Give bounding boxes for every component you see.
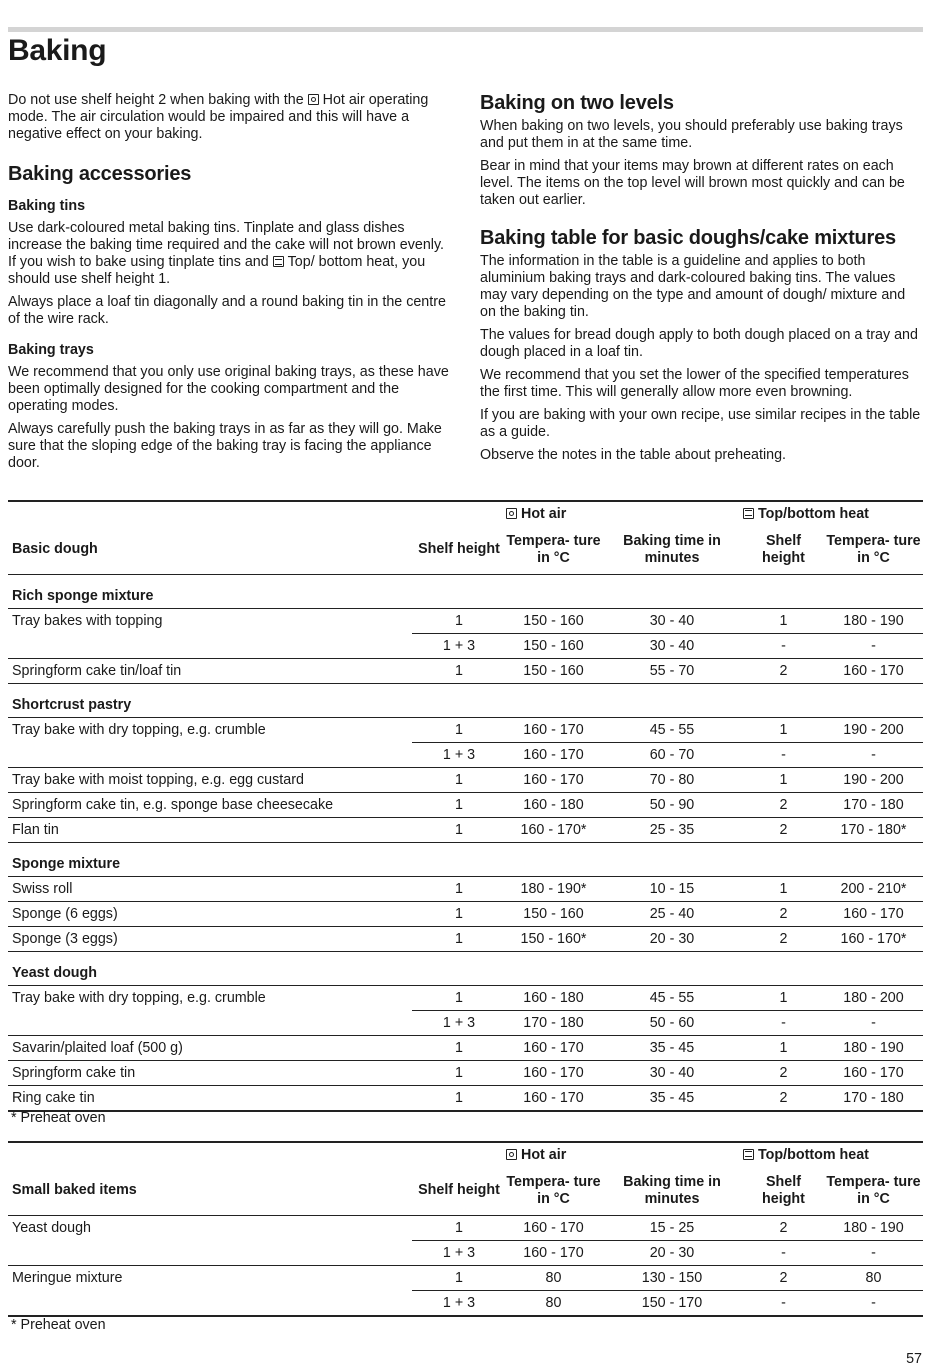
top-bottom-temp-cell: 170 - 180 [824, 793, 923, 818]
hot-air-time-cell: 15 - 25 [601, 1216, 743, 1241]
col-baking-time: Baking time in minutes [601, 525, 743, 575]
hot-air-time-cell: 60 - 70 [601, 743, 743, 768]
hot-air-shelf-cell: 1 + 3 [412, 1291, 506, 1317]
top-bottom-mode-label [743, 501, 923, 525]
table-row [8, 793, 923, 818]
top-bottom-shelf-cell: 2 [743, 793, 824, 818]
hot-air-shelf-cell: 1 + 3 [412, 743, 506, 768]
top-bottom-shelf-cell: - [743, 1011, 824, 1036]
hot-air-mode-label [506, 501, 601, 525]
top-bottom-temp-cell: 180 - 200 [824, 986, 923, 1011]
table-row [8, 659, 923, 684]
top-bottom-shelf-cell: 2 [743, 818, 824, 843]
col-temperature: Tempera- ture in °C [506, 525, 601, 575]
item-name-cell [8, 743, 412, 768]
table-row [8, 634, 923, 659]
group-heading: Shortcrust pastry [8, 693, 923, 718]
col-temperature: Tempera- ture in °C [824, 525, 923, 575]
hot-air-temp-cell: 150 - 160 [506, 659, 601, 684]
group-gap-row [8, 843, 923, 853]
col-shelf-height: Shelf height [412, 1166, 506, 1216]
hot-air-time-cell: 130 - 150 [601, 1266, 743, 1291]
spacer-row [8, 575, 923, 585]
hot-air-label: Hot air [521, 1146, 567, 1163]
item-name-cell: Tray bake with moist topping, e.g. egg custard [8, 768, 412, 793]
hot-air-time-cell: 45 - 55 [601, 718, 743, 743]
blank-cell [601, 1142, 743, 1166]
table-row [8, 877, 923, 902]
top-bottom-shelf-cell: 2 [743, 1086, 824, 1112]
top-bottom-mode-label [743, 1142, 923, 1166]
hot-air-shelf-cell: 1 [412, 718, 506, 743]
top-bottom-temp-cell: - [824, 634, 923, 659]
two-levels-paragraph-1: When baking on two levels, you should preferably use baking trays and put them in at the same time. [480, 118, 903, 151]
mode-header-row [8, 1142, 923, 1166]
hot-air-shelf-cell: 1 [412, 902, 506, 927]
table-row [8, 1086, 923, 1112]
top-bottom-shelf-cell: 1 [743, 877, 824, 902]
table-row [8, 1266, 923, 1291]
preheat-note: * Preheat oven [11, 1317, 106, 1333]
trays-heading: Baking trays [8, 342, 94, 358]
top-bottom-temp-cell: - [824, 1291, 923, 1317]
hot-air-time-cell: 35 - 45 [601, 1036, 743, 1061]
col-baking-time: Baking time in minutes [601, 1166, 743, 1216]
hot-air-time-cell: 150 - 170 [601, 1291, 743, 1317]
intro-text: Do not use shelf height 2 when baking with the [8, 92, 308, 108]
col-shelf-height: Shelf height [743, 1166, 824, 1216]
small-baked-items-heading: Small baked items [8, 1166, 412, 1216]
hot-air-shelf-cell: 1 [412, 1266, 506, 1291]
item-name-cell: Yeast dough [12, 1220, 91, 1237]
hot-air-temp-cell: 160 - 170* [506, 818, 601, 843]
table-row [8, 902, 923, 927]
item-name-cell: Tray bake with dry topping, e.g. crumble [12, 722, 266, 739]
top-bottom-temp-cell: - [824, 1011, 923, 1036]
table-row [8, 743, 923, 768]
top-bottom-shelf-cell: 2 [743, 659, 824, 684]
table-row [8, 818, 923, 843]
blank-cell [8, 501, 412, 525]
top-bottom-shelf-cell: 1 [743, 718, 824, 743]
item-name-cell: Savarin/plaited loaf (500 g) [8, 1036, 412, 1061]
tins-text: Use dark-coloured metal baking tins. Tinplate and glass dishes increase the baking time required and the cake will not brown evenly. If you wish to bake using tinplate tins and [8, 220, 445, 270]
table-row [8, 1291, 923, 1317]
item-name-cell: Sponge (3 eggs) [8, 927, 412, 952]
group-gap-row [8, 952, 923, 962]
top-bottom-shelf-cell: 2 [743, 902, 824, 927]
blank-cell [601, 501, 743, 525]
group-gap-row [8, 684, 923, 694]
baking-table-paragraph-2: The values for bread dough apply to both dough placed on a tray and dough placed in a loaf tin. [480, 327, 918, 360]
top-bottom-temp-cell: 160 - 170* [824, 927, 923, 952]
hot-air-icon [506, 508, 517, 519]
table-row [8, 1061, 923, 1086]
group-header-row [8, 852, 923, 877]
table-row [8, 927, 923, 952]
item-name-cell [8, 634, 412, 659]
col-shelf-height: Shelf height [412, 525, 506, 575]
hot-air-temp-cell: 160 - 180 [506, 793, 601, 818]
hot-air-time-cell: 20 - 30 [601, 927, 743, 952]
blank-cell [8, 1142, 412, 1166]
hot-air-temp-cell: 80 [506, 1266, 601, 1291]
top-bottom-shelf-cell: - [743, 743, 824, 768]
hot-air-shelf-cell: 1 [412, 768, 506, 793]
hot-air-shelf-cell: 1 [412, 818, 506, 843]
page-title: Baking [8, 34, 107, 67]
page-number: 57 [906, 1351, 922, 1367]
hot-air-time-cell: 50 - 90 [601, 793, 743, 818]
tins-mode: Top/ bottom heat [287, 254, 395, 270]
group-heading: Sponge mixture [8, 852, 923, 877]
hot-air-temp-cell: 180 - 190* [506, 877, 601, 902]
hot-air-shelf-cell: 1 [412, 927, 506, 952]
tins-paragraph-1 [8, 220, 453, 288]
table-row [8, 986, 923, 1011]
col-temperature: Tempera- ture in °C [824, 1166, 923, 1216]
hot-air-shelf-cell: 1 + 3 [412, 634, 506, 659]
top-bottom-heat-icon [743, 508, 754, 519]
table-row [8, 768, 923, 793]
hot-air-shelf-cell: 1 + 3 [412, 1011, 506, 1036]
hot-air-shelf-cell: 1 [412, 1061, 506, 1086]
top-bottom-shelf-cell: 2 [743, 1216, 824, 1241]
hot-air-icon [506, 1149, 517, 1160]
group-heading: Rich sponge mixture [8, 584, 923, 609]
two-levels-heading: Baking on two levels [480, 92, 674, 114]
table-row [8, 718, 923, 743]
hot-air-shelf-cell: 1 [412, 1216, 506, 1241]
top-bottom-temp-cell: 80 [824, 1266, 923, 1291]
item-name-cell: Tray bakes with topping [12, 613, 163, 630]
hot-air-shelf-cell: 1 + 3 [412, 1241, 506, 1266]
hot-air-temp-cell: 150 - 160 [506, 609, 601, 634]
baking-table-heading: Baking table for basic doughs/cake mixtures [480, 227, 896, 249]
group-gap-row-cell [8, 843, 923, 853]
hot-air-temp-cell: 160 - 170 [506, 768, 601, 793]
top-rule [8, 27, 923, 32]
right-column [480, 92, 925, 470]
column-header-row [8, 525, 923, 575]
item-name-cell: Swiss roll [8, 877, 412, 902]
top-bottom-temp-cell: 190 - 200 [824, 768, 923, 793]
hot-air-time-cell: 55 - 70 [601, 659, 743, 684]
basic-dough-heading: Basic dough [8, 525, 412, 575]
hot-air-temp-cell: 160 - 180 [506, 986, 601, 1011]
trays-paragraph-1: We recommend that you only use original baking trays, as these have been optimally designed for the cooking compartment and the operating modes. [8, 364, 449, 414]
item-name-cell: Meringue mixture [12, 1270, 123, 1287]
baking-table-paragraph-3: We recommend that you set the lower of the specified temperatures the first time. This will generally allow more even browning. [480, 367, 909, 400]
top-bottom-shelf-cell: 1 [743, 986, 824, 1011]
baking-table-paragraph-4: If you are baking with your own recipe, use similar recipes in the table as a guide. [480, 407, 921, 440]
baking-table-paragraph-5: Observe the notes in the table about preheating. [480, 447, 787, 463]
hot-air-time-cell: 30 - 40 [601, 634, 743, 659]
basic-dough-table [8, 500, 923, 1112]
table-row [8, 609, 923, 634]
hot-air-temp-cell: 160 - 170 [506, 1216, 601, 1241]
top-bottom-shelf-cell: 2 [743, 1266, 824, 1291]
intro-paragraph [8, 92, 453, 143]
top-bottom-temp-cell: 160 - 170 [824, 659, 923, 684]
tins-paragraph-2: Always place a loaf tin diagonally and a round baking tin in the centre of the wire rack. [8, 294, 446, 327]
top-bottom-temp-cell: 160 - 170 [824, 1061, 923, 1086]
intro-text-end: operating mode. The air circulation would be impaired and this will have a negative effect on your baking. [8, 92, 429, 142]
top-bottom-label: Top/bottom heat [758, 505, 869, 522]
top-bottom-label: Top/bottom heat [758, 1146, 869, 1163]
top-bottom-temp-cell: 170 - 180 [824, 1086, 923, 1112]
hot-air-time-cell: 25 - 40 [601, 902, 743, 927]
table-row [8, 1036, 923, 1061]
item-name-cell [8, 1291, 412, 1317]
top-bottom-heat-icon [273, 256, 284, 267]
small-baked-items-table-body [8, 1142, 923, 1316]
top-bottom-temp-cell: - [824, 1241, 923, 1266]
hot-air-temp-cell: 80 [506, 1291, 601, 1317]
top-bottom-temp-cell: 160 - 170 [824, 902, 923, 927]
top-bottom-shelf-cell: 1 [743, 768, 824, 793]
top-bottom-temp-cell: 180 - 190 [824, 609, 923, 634]
spacer-row-cell [8, 575, 923, 585]
two-levels-paragraph-2: Bear in mind that your items may brown at different rates on each level. The items on the top level will brown most quickly and can be taken out earlier. [480, 158, 905, 208]
column-header-row [8, 1166, 923, 1216]
hot-air-time-cell: 25 - 35 [601, 818, 743, 843]
left-column [8, 92, 453, 478]
hot-air-time-cell: 35 - 45 [601, 1086, 743, 1112]
group-gap-row-cell [8, 684, 923, 694]
hot-air-temp-cell: 160 - 170 [506, 1241, 601, 1266]
hot-air-time-cell: 50 - 60 [601, 1011, 743, 1036]
hot-air-temp-cell: 170 - 180 [506, 1011, 601, 1036]
hot-air-temp-cell: 150 - 160 [506, 634, 601, 659]
hot-air-time-cell: 30 - 40 [601, 609, 743, 634]
hot-air-mode-label [506, 1142, 601, 1166]
item-name-cell: Tray bake with dry topping, e.g. crumble [12, 990, 266, 1007]
hot-air-shelf-cell: 1 [412, 1086, 506, 1112]
item-name-cell: Springform cake tin, e.g. sponge base cheesecake [8, 793, 412, 818]
top-bottom-shelf-cell: 2 [743, 1061, 824, 1086]
blank-cell [412, 1142, 506, 1166]
group-header-row [8, 584, 923, 609]
group-gap-row-cell [8, 952, 923, 962]
top-bottom-temp-cell: 170 - 180* [824, 818, 923, 843]
top-bottom-heat-icon [743, 1149, 754, 1160]
intro-mode: Hot air [322, 92, 365, 108]
table-row [8, 1241, 923, 1266]
hot-air-shelf-cell: 1 [412, 877, 506, 902]
hot-air-time-cell: 20 - 30 [601, 1241, 743, 1266]
group-heading: Yeast dough [8, 961, 923, 986]
hot-air-shelf-cell: 1 [412, 793, 506, 818]
accessories-heading: Baking accessories [8, 163, 192, 185]
baking-table-paragraph-1: The information in the table is a guideline and applies to both aluminium baking trays and dark-coloured baking tins. The values may vary depending on the type and amount of dough/ mixture and on the baking tin. [480, 253, 906, 320]
item-name-cell: Flan tin [8, 818, 412, 843]
hot-air-time-cell: 10 - 15 [601, 877, 743, 902]
hot-air-temp-cell: 160 - 170 [506, 1061, 601, 1086]
hot-air-temp-cell: 150 - 160 [506, 902, 601, 927]
top-bottom-temp-cell: - [824, 743, 923, 768]
hot-air-shelf-cell: 1 [412, 1036, 506, 1061]
item-name-cell [8, 1011, 412, 1036]
top-bottom-shelf-cell: - [743, 1291, 824, 1317]
hot-air-temp-cell: 160 - 170 [506, 743, 601, 768]
blank-cell [412, 501, 506, 525]
hot-air-temp-cell: 160 - 170 [506, 1086, 601, 1112]
col-shelf-height: Shelf height [743, 525, 824, 575]
trays-paragraph-2: Always carefully push the baking trays in as far as they will go. Make sure that the sloping edge of the baking tray is facing the appliance door. [8, 421, 442, 471]
group-header-row [8, 693, 923, 718]
item-name-cell: Sponge (6 eggs) [8, 902, 412, 927]
hot-air-shelf-cell: 1 [412, 609, 506, 634]
basic-dough-table-body [8, 501, 923, 1111]
hot-air-time-cell: 45 - 55 [601, 986, 743, 1011]
top-bottom-shelf-cell: 1 [743, 1036, 824, 1061]
mode-header-row [8, 501, 923, 525]
hot-air-temp-cell: 160 - 170 [506, 718, 601, 743]
top-bottom-temp-cell: 200 - 210* [824, 877, 923, 902]
hot-air-label: Hot air [521, 505, 567, 522]
item-name-cell: Ring cake tin [8, 1086, 412, 1112]
col-temperature: Tempera- ture in °C [506, 1166, 601, 1216]
hot-air-shelf-cell: 1 [412, 659, 506, 684]
small-baked-items-table [8, 1141, 923, 1317]
top-bottom-shelf-cell: - [743, 634, 824, 659]
hot-air-time-cell: 30 - 40 [601, 1061, 743, 1086]
tins-text-end: , you should use shelf height 1. [8, 254, 426, 287]
top-bottom-temp-cell: 180 - 190 [824, 1216, 923, 1241]
tins-heading: Baking tins [8, 198, 86, 214]
hot-air-temp-cell: 160 - 170 [506, 1036, 601, 1061]
preheat-note: * Preheat oven [11, 1110, 106, 1126]
table-row [8, 1216, 923, 1241]
hot-air-shelf-cell: 1 [412, 986, 506, 1011]
top-bottom-shelf-cell: 2 [743, 927, 824, 952]
hot-air-temp-cell: 150 - 160* [506, 927, 601, 952]
hot-air-icon [308, 94, 319, 105]
table-row [8, 1011, 923, 1036]
top-bottom-shelf-cell: - [743, 1241, 824, 1266]
item-name-cell [8, 1241, 412, 1266]
item-name-cell: Springform cake tin [8, 1061, 412, 1086]
top-bottom-shelf-cell: 1 [743, 609, 824, 634]
top-bottom-temp-cell: 190 - 200 [824, 718, 923, 743]
top-bottom-temp-cell: 180 - 190 [824, 1036, 923, 1061]
group-header-row [8, 961, 923, 986]
hot-air-time-cell: 70 - 80 [601, 768, 743, 793]
item-name-cell: Springform cake tin/loaf tin [8, 659, 412, 684]
